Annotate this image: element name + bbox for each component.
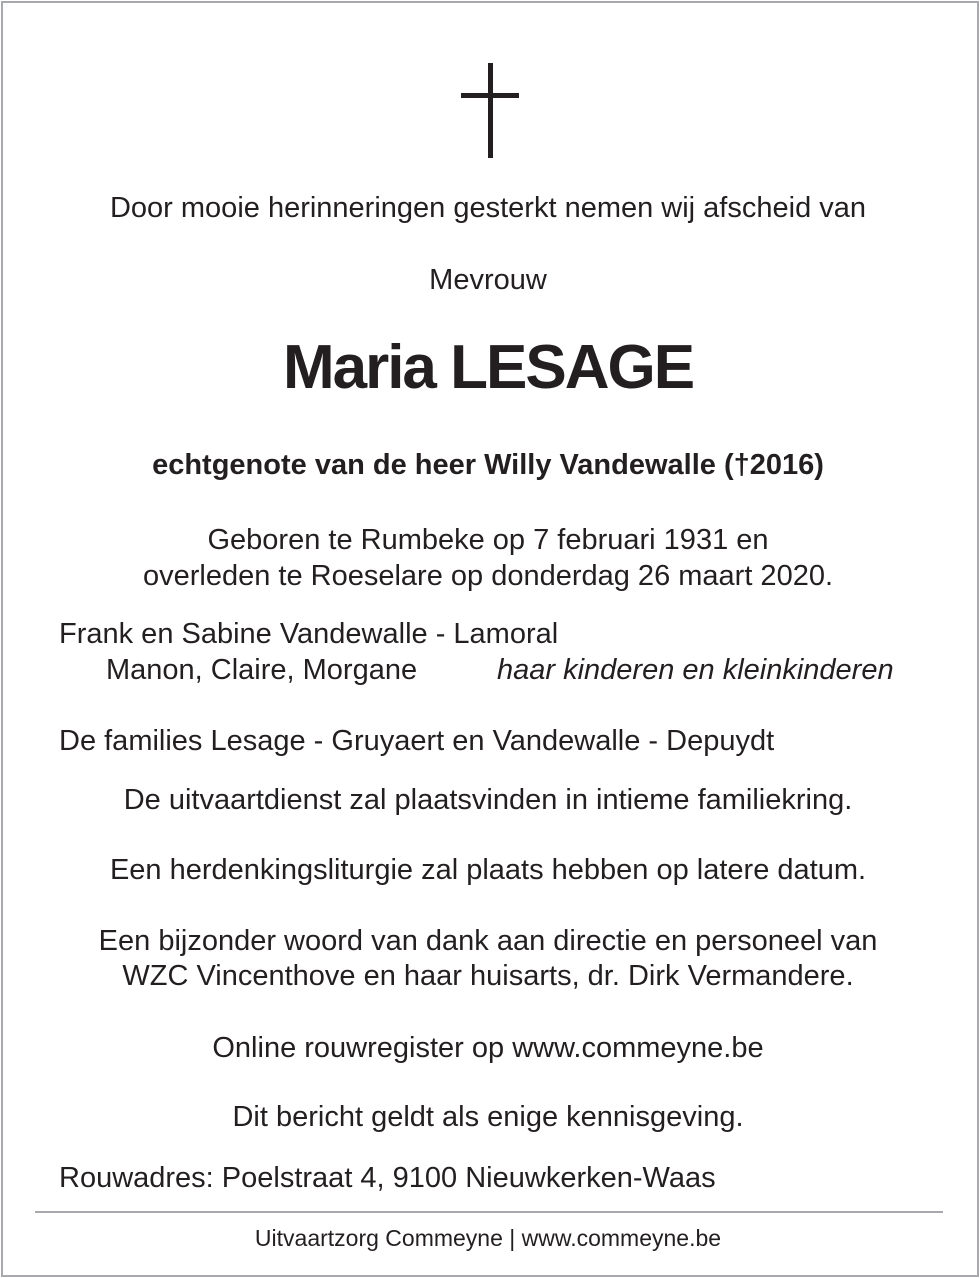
online-register-line: Online rouwregister op www.commeyne.be (212, 1032, 764, 1064)
spouse-line: echtgenote van de heer Willy Vandewalle (†2016) (152, 449, 824, 481)
grandchildren-line: Manon, Claire, Morgane (106, 654, 418, 686)
liturgy-line: Een herdenkingsliturgie zal plaats hebben op latere datum. (109, 854, 867, 886)
cross-icon (461, 63, 521, 159)
deceased-name: Maria LESAGE (282, 333, 694, 402)
families-line: De families Lesage - Gruyaert en Vandewalle - Depuydt (59, 725, 775, 757)
address-line: Rouwadres: Poelstraat 4, 9100 Nieuwkerken-Waas (59, 1162, 716, 1194)
death-line: overleden te Roeselare op donderdag 26 maart 2020. (142, 560, 834, 592)
notice-only-line: Dit bericht geldt als enige kennisgeving. (232, 1101, 744, 1133)
salutation: Mevrouw (429, 264, 547, 296)
footer-text: Uitvaartzorg Commeyne | www.commeyne.be (254, 1225, 722, 1251)
birth-line: Geboren te Rumbeke op 7 februari 1931 en (207, 524, 769, 556)
thanks-line-2: WZC Vincenthove en haar huisarts, dr. Dirk Vermandere. (122, 960, 854, 992)
children-line: Frank en Sabine Vandewalle - Lamoral (59, 618, 559, 650)
footer-divider (35, 1211, 943, 1213)
relation-caption: haar kinderen en kleinkinderen (497, 654, 894, 686)
funeral-line: De uitvaartdienst zal plaatsvinden in intieme familiekring. (123, 784, 853, 816)
intro-text: Door mooie herinneringen gesterkt nemen wij afscheid van (109, 192, 867, 224)
thanks-line-1: Een bijzonder woord van dank aan directie en personeel van (98, 925, 878, 957)
